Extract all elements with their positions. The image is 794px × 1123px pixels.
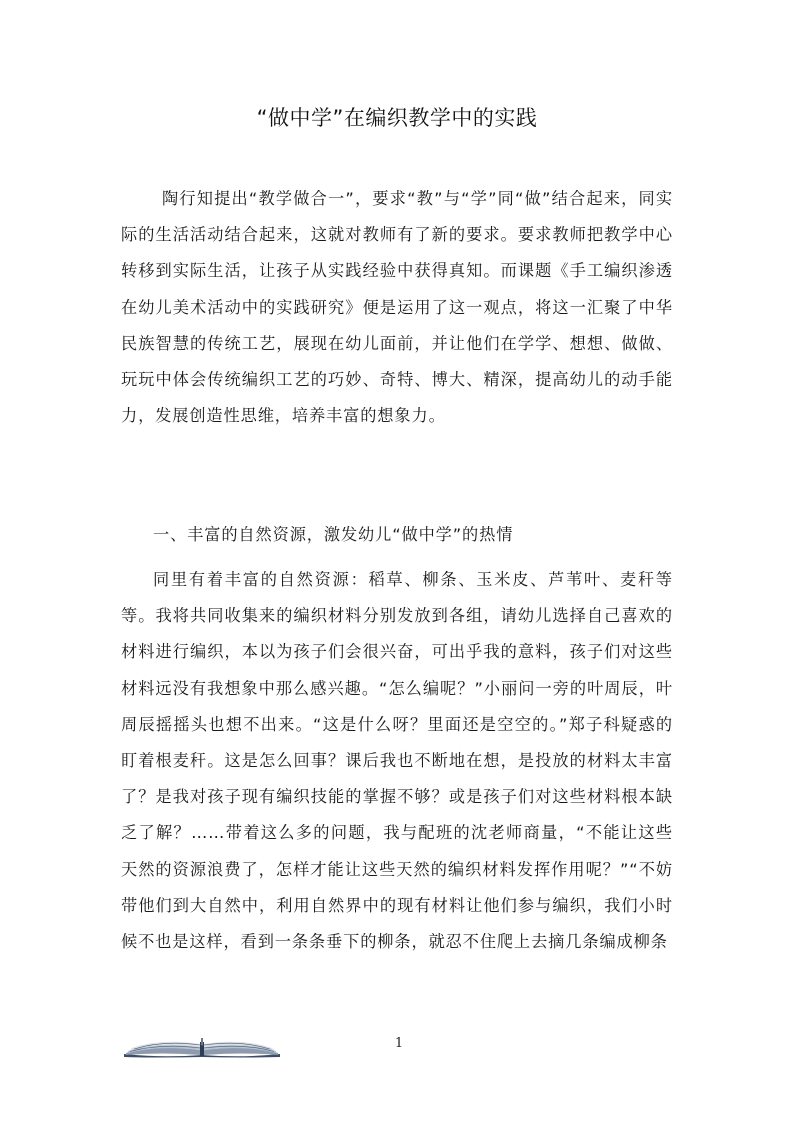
page-number: 1 — [394, 1036, 404, 1051]
open-book-icon — [122, 1032, 282, 1058]
paragraph-intro: 陶行知提出“教学做合一”，要求“教”与“学”同“做”结合起来，同实际的生活活动结合起来，这就对教师有了新的要求。要求教师把教学中心转移到实际生活，让孩子从实践经验中获得真知。而课题《手工编织渗透在幼儿美术活动中的实践研究》便是运用了这一观点，将这一汇聚了中华民族智慧的传统工艺，展现在幼儿面前，并让他们在学学、想想、做做、玩玩中体会传统编织工艺的巧妙、奇特、博大、精深，提高幼儿的动手能力，发展创造性思维，培养丰富的想象力。 — [121, 189, 673, 426]
section-heading: 一、丰富的自然资源，激发幼儿“做中学”的热情 — [153, 525, 514, 544]
paragraph-section-1: 同里有着丰富的自然资源：稻草、柳条、玉米皮、芦苇叶、麦秆等等。我将共同收集来的编织材料分别发放到各组，请幼儿选择自己喜欢的材料进行编织，本以为孩子们会很兴奋，可出乎我的意料，孩子们对这些材料远没有我想象中那么感兴趣。“怎么编呢？”小丽问一旁的叶周辰，叶周辰摇摇头也想不出来。“这是什么呀？里面还是空空的。”郑子科疑惑的盯着根麦秆。这是怎么回事？课后我也不断地在想，是投放的材料太丰富了？是我对孩子现有编织技能的掌握不够？或是孩子们对这些材料根本缺乏了解？……带着这么多的问题，我与配班的沈老师商量，“不能让这些天然的资源浪费了，怎样才能让这些天然的编织材料发挥作用呢？”“不妨带他们到大自然中，利用自然界中的现有材料让他们参与编织，我们小时候不也是这样，看到一条条垂下的柳条，就忍不住爬上去摘几条编成柳条 — [121, 570, 673, 952]
document-title: “做中学”在编织教学中的实践 — [256, 106, 538, 130]
